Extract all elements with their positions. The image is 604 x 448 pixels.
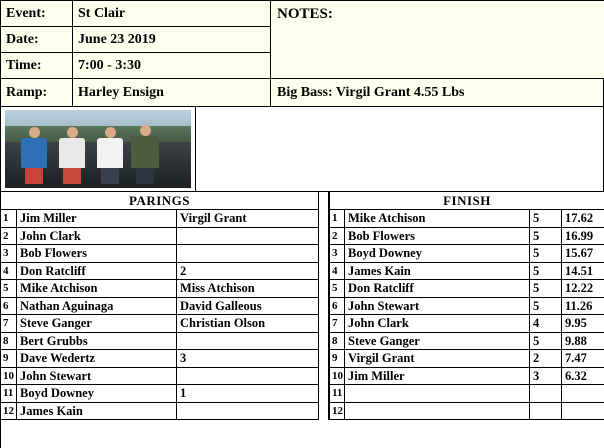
pairings-partner [177, 333, 319, 351]
finish-fish-count [530, 385, 562, 403]
pairings-partner [177, 245, 319, 263]
header-block [1, 1, 604, 79]
finish-rank: 6 [329, 298, 345, 316]
table-row [329, 245, 604, 263]
ramp-row [1, 79, 604, 107]
finish-angler: John Clark [345, 315, 530, 333]
finish-body [329, 210, 604, 420]
table-row [1, 263, 319, 281]
finish-angler [345, 403, 530, 421]
finish-rank: 3 [329, 245, 345, 263]
team-photo [5, 110, 191, 188]
table-row [329, 263, 604, 281]
finish-weight: 11.26 [562, 298, 604, 316]
table-row [329, 385, 604, 403]
table-row [329, 210, 604, 228]
results-area [1, 192, 604, 420]
finish-weight: 16.99 [562, 228, 604, 246]
time-value: 7:00 - 3:30 [73, 53, 271, 79]
photo-cell [1, 107, 196, 192]
column-gutter [319, 192, 329, 420]
header-left-column [1, 1, 271, 79]
pairings-angler: Nathan Aguinaga [17, 298, 177, 316]
finish-angler: John Stewart [345, 298, 530, 316]
table-row [1, 280, 319, 298]
finish-fish-count: 5 [530, 245, 562, 263]
pairings-partner: 1 [177, 385, 319, 403]
pairings-rank: 11 [1, 385, 17, 403]
finish-rank: 4 [329, 263, 345, 281]
table-row [1, 228, 319, 246]
pairings-rank: 7 [1, 315, 17, 333]
finish-rank: 1 [329, 210, 345, 228]
table-row [1, 298, 319, 316]
table-row [1, 315, 319, 333]
ramp-label: Ramp: [1, 79, 73, 107]
table-row [1, 245, 319, 263]
finish-fish-count: 5 [530, 263, 562, 281]
table-row [329, 315, 604, 333]
pairings-rank: 10 [1, 368, 17, 386]
finish-angler: Virgil Grant [345, 350, 530, 368]
table-row [329, 333, 604, 351]
pairings-rank: 9 [1, 350, 17, 368]
finish-angler: Don Ratcliff [345, 280, 530, 298]
pairings-partner: Virgil Grant [177, 210, 319, 228]
pairings-rank: 12 [1, 403, 17, 421]
pairings-angler: James Kain [17, 403, 177, 421]
pairings-angler: Bob Flowers [17, 245, 177, 263]
finish-title: FINISH [329, 192, 604, 210]
photo-person-2 [59, 138, 85, 168]
finish-rank: 12 [329, 403, 345, 421]
pairings-angler: Bert Grubbs [17, 333, 177, 351]
pairings-angler: Dave Wedertz [17, 350, 177, 368]
pairings-body [1, 210, 319, 420]
date-row [1, 27, 271, 53]
pairings-partner: 2 [177, 263, 319, 281]
pairings-rank: 8 [1, 333, 17, 351]
pairings-angler: Mike Atchison [17, 280, 177, 298]
table-row [1, 403, 319, 421]
finish-weight: 14.51 [562, 263, 604, 281]
finish-weight [562, 403, 604, 421]
table-row [329, 403, 604, 421]
finish-rank: 7 [329, 315, 345, 333]
event-row [1, 1, 271, 27]
time-label: Time: [1, 53, 73, 79]
finish-angler [345, 385, 530, 403]
pairings-rank: 6 [1, 298, 17, 316]
pairings-partner: 3 [177, 350, 319, 368]
pairings-partner [177, 403, 319, 421]
finish-fish-count: 5 [530, 298, 562, 316]
date-label: Date: [1, 27, 73, 53]
pairings-angler: John Clark [17, 228, 177, 246]
finish-rank: 9 [329, 350, 345, 368]
finish-angler: Jim Miller [345, 368, 530, 386]
table-row [1, 210, 319, 228]
table-row [329, 368, 604, 386]
table-row [329, 280, 604, 298]
finish-fish-count: 2 [530, 350, 562, 368]
table-row [329, 350, 604, 368]
pairings-angler: Don Ratcliff [17, 263, 177, 281]
finish-weight: 15.67 [562, 245, 604, 263]
finish-rank: 8 [329, 333, 345, 351]
finish-fish-count: 5 [530, 280, 562, 298]
table-row [329, 298, 604, 316]
pairings-angler: Jim Miller [17, 210, 177, 228]
pairings-angler: Steve Ganger [17, 315, 177, 333]
time-row [1, 53, 271, 79]
finish-weight: 17.62 [562, 210, 604, 228]
event-label: Event: [1, 1, 73, 27]
notes-label: NOTES: [271, 1, 604, 79]
pairings-rank: 2 [1, 228, 17, 246]
finish-fish-count: 5 [530, 333, 562, 351]
finish-angler: Boyd Downey [345, 245, 530, 263]
pairings-angler: John Stewart [17, 368, 177, 386]
table-row [1, 350, 319, 368]
pairings-partner [177, 368, 319, 386]
finish-fish-count: 5 [530, 228, 562, 246]
finish-rank: 11 [329, 385, 345, 403]
finish-rank: 10 [329, 368, 345, 386]
finish-fish-count [530, 403, 562, 421]
pairings-rank: 1 [1, 210, 17, 228]
pairings-partner: Christian Olson [177, 315, 319, 333]
finish-table [329, 192, 604, 420]
pairings-partner: David Galleous [177, 298, 319, 316]
pairings-rank: 4 [1, 263, 17, 281]
finish-weight: 9.88 [562, 333, 604, 351]
finish-angler: Mike Atchison [345, 210, 530, 228]
pairings-partner [177, 228, 319, 246]
finish-weight: 6.32 [562, 368, 604, 386]
pairings-title: PARINGS [1, 192, 319, 210]
date-value: June 23 2019 [73, 27, 271, 53]
finish-weight: 12.22 [562, 280, 604, 298]
photo-person-4 [131, 136, 159, 168]
finish-rank: 5 [329, 280, 345, 298]
finish-fish-count: 3 [530, 368, 562, 386]
table-row [1, 368, 319, 386]
photo-band [1, 107, 604, 192]
finish-weight [562, 385, 604, 403]
event-value: St Clair [73, 1, 271, 27]
table-row [1, 333, 319, 351]
pairings-partner: Miss Atchison [177, 280, 319, 298]
finish-weight: 7.47 [562, 350, 604, 368]
pairings-rank: 3 [1, 245, 17, 263]
table-row [1, 385, 319, 403]
finish-angler: Bob Flowers [345, 228, 530, 246]
finish-fish-count: 4 [530, 315, 562, 333]
finish-angler: Steve Ganger [345, 333, 530, 351]
finish-fish-count: 5 [530, 210, 562, 228]
finish-weight: 9.95 [562, 315, 604, 333]
photo-right-blank-cell [196, 107, 604, 192]
pairings-angler: Boyd Downey [17, 385, 177, 403]
ramp-value: Harley Ensign [73, 79, 271, 107]
finish-rank: 2 [329, 228, 345, 246]
pairings-table [1, 192, 319, 420]
big-bass-value: Big Bass: Virgil Grant 4.55 Lbs [271, 79, 604, 107]
photo-person-1 [21, 138, 47, 168]
pairings-rank: 5 [1, 280, 17, 298]
finish-angler: James Kain [345, 263, 530, 281]
table-row [329, 228, 604, 246]
photo-person-3 [97, 138, 123, 168]
